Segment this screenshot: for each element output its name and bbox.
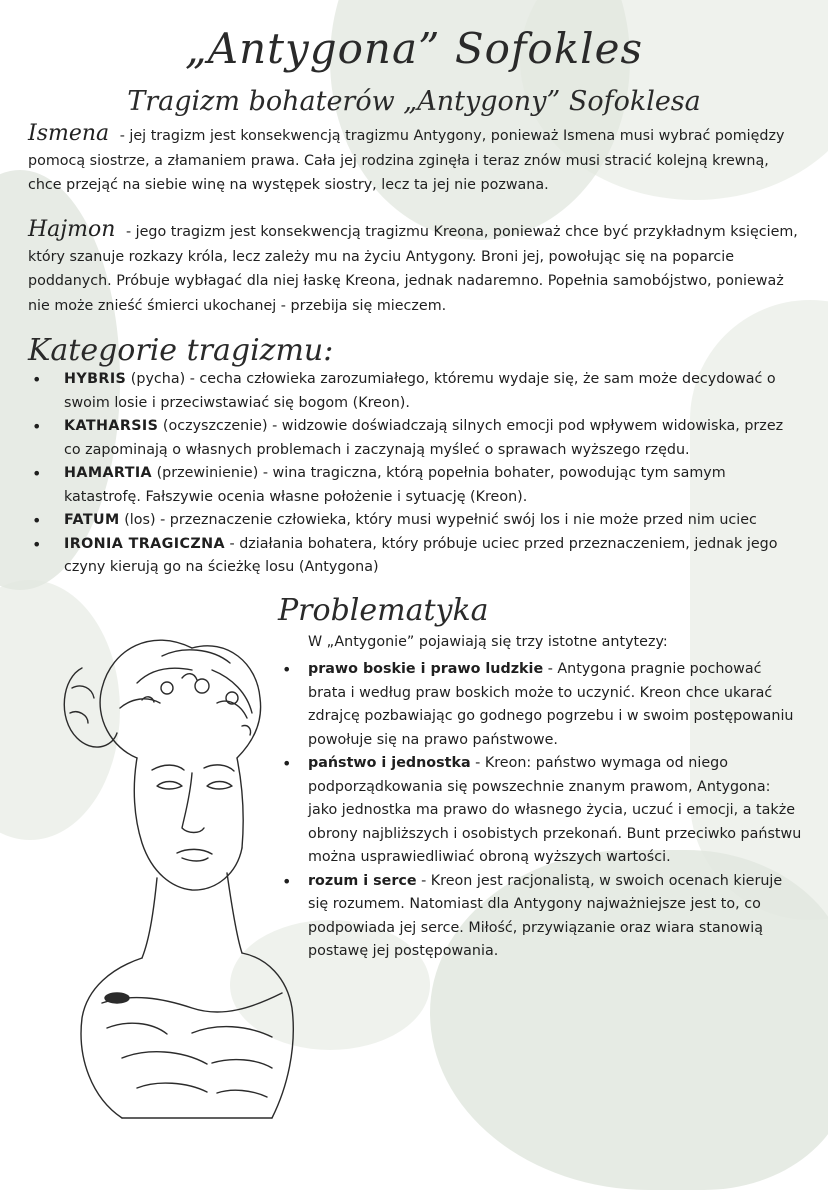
character-name: Hajmon xyxy=(28,217,116,242)
page-subtitle: Tragizm bohaterów „Antygony” Sofoklesa xyxy=(127,86,701,117)
page-title: „Antygona” Sofokles xyxy=(184,24,643,73)
term-label: prawo boskie i prawo ludzkie xyxy=(308,661,544,677)
categories-heading: Kategorie tragizmu: xyxy=(28,333,334,368)
list-item xyxy=(28,533,788,580)
term-label: państwo i jednostka xyxy=(308,755,471,771)
character-name: Ismena xyxy=(28,121,110,146)
term-text: (przewinienie) - wina tragiczna, którą popełnia bohater, powodując tym samym katastrofę. Fałszywie ocenia własne położenie i sytuację (Kreon). xyxy=(64,465,726,505)
term-label: HYBRIS xyxy=(64,371,127,387)
term-label: IRONIA TRAGICZNA xyxy=(64,535,225,552)
term-text: (los) - przeznaczenie człowieka, który musi wypełnić swój los i nie może przed nim uciec xyxy=(119,512,757,528)
list-item xyxy=(28,462,788,509)
list-item xyxy=(28,415,788,462)
term-text: - Kreon: państwo wymaga od niego podporządkowania się powszechnie znanym prawom, Antygona: jako jednostka ma prawo do własnego życia, uczuć i emocji, a także obrony najbliższych i osobistych przekonań. Bunt przeciwko państwu można usprawiedliwiać obroną wyższych wartości. xyxy=(308,755,802,865)
list-item xyxy=(28,368,788,415)
problems-heading: Problematyka xyxy=(278,593,489,628)
term-label: KATHARSIS xyxy=(64,418,159,434)
character-text: - jego tragizm jest konsekwencją tragizmu Kreona, ponieważ chce być przykładnym księciem, który szanuje rozkazy króla, lecz zależy mu na życiu Antygony. Broni jej, powołując się na poparcie poddanych. Próbuje wybłagać dla niej łaskę Kreona, jednak nadaremno. Popełnia samobójstwo, ponieważ nie może znieść śmierci ukochanej - przebija się mieczem. xyxy=(28,224,798,314)
term-text: (oczyszczenie) - widzowie doświadczają silnych emocji pod wpływem widowiska, przez co zapominają o własnych problemach i zaczynają myśleć o sprawach wyższego rzędu. xyxy=(64,418,784,458)
character-paragraph xyxy=(28,218,802,318)
categories-list xyxy=(28,368,788,580)
problems-intro: W „Antygonie” pojawiają się trzy istotne antytezy: xyxy=(308,634,668,650)
list-item xyxy=(282,658,802,752)
list-item xyxy=(282,752,802,870)
term-label: rozum i serce xyxy=(308,872,417,889)
term-text: - Antygona pragnie pochować brata i według praw boskich może to uczynić. Kreon chce ukarać zdrajcę pozbawiając go godnego pogrzebu i w swoim postępowaniu powołuje się na prawo państwowe. xyxy=(308,661,794,748)
term-text: (pycha) - cecha człowieka zarozumiałego, któremu wydaje się, że sam może decydować o swoim losie i przeciwstawiać się bogom (Kreon). xyxy=(64,371,776,411)
problems-list xyxy=(282,658,802,964)
list-item xyxy=(28,509,788,533)
term-text: - Kreon jest racjonalistą, w swoich ocenach kieruje się rozumem. Natomiast dla Antygony najważniejsze jest to, co podpowiada jej serce. Miłość, przywiązanie oraz wiara stanowią postawę jej postępowania. xyxy=(308,872,783,959)
character-paragraph xyxy=(28,122,802,198)
term-text: - działania bohatera, który próbuje uciec przed przeznaczeniem, jednak jego czyny kierują go na ścieżkę losu (Antygona) xyxy=(64,535,778,575)
list-item xyxy=(282,870,802,964)
term-label: FATUM xyxy=(64,512,120,528)
character-text: - jej tragizm jest konsekwencją tragizmu Antygony, ponieważ Ismena musi wybrać pomiędzy pomocą siostrze, a złamaniem prawa. Cała jej rodzina zginęła i teraz znów musi stracić kolejną krewną, chce przejąć na siebie winę na występek siostry, lecz ta jej nie pozwana. xyxy=(28,128,785,193)
term-label: HAMARTIA xyxy=(64,465,153,481)
